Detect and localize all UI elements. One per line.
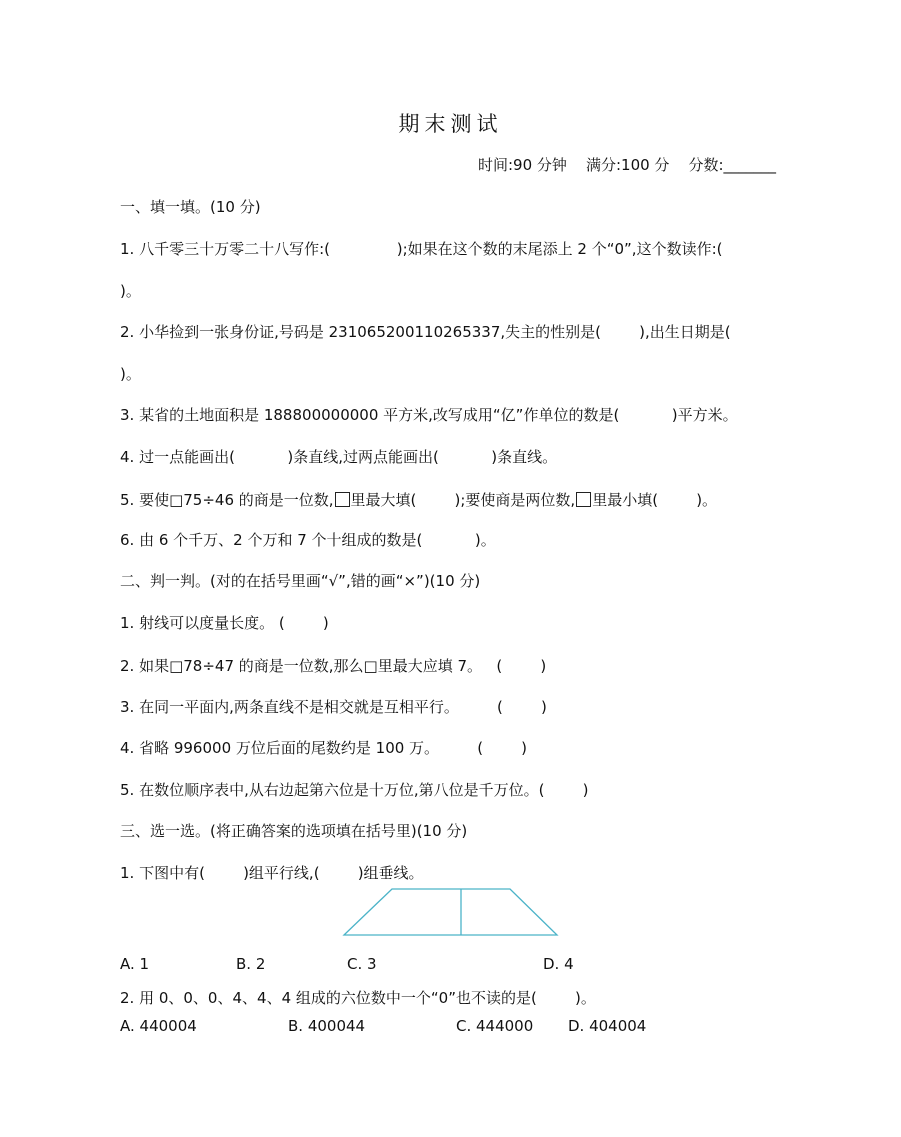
s3-q1-option-a: A. 1 [120,955,150,973]
s1-q1-line1: 1. 八千零三十万零二十八写作:( );如果在这个数的末尾添上 2 个“0”,这个数读作:( [120,240,723,258]
s2-item-1: 1. 射线可以度量长度。 ( ) [120,614,329,632]
s1-q5-part2: 里最大填( );要使商是两位数, [350,491,576,509]
s1-q5-part1: 5. 要使□75÷46 的商是一位数, [120,491,334,509]
trapezoid-outline [344,889,557,935]
s3-q2-option-d: D. 404004 [568,1017,647,1035]
s1-q6: 6. 由 6 个千万、2 个万和 7 个十组成的数是( )。 [120,531,496,549]
s2-item-3: 3. 在同一平面内,两条直线不是相交就是互相平行。 ( ) [120,698,547,716]
trapezoid-figure [340,886,562,938]
s3-q2-option-c: C. 444000 [456,1017,534,1035]
s1-q4: 4. 过一点能画出( )条直线,过两点能画出( )条直线。 [120,448,558,466]
blank-square-icon [335,492,350,507]
s3-q2-text: 2. 用 0、0、0、4、4、4 组成的六位数中一个“0”也不读的是( )。 [120,989,596,1007]
s1-q2-line2: )。 [120,365,141,383]
s3-q1-option-c: C. 3 [347,955,377,973]
section3-heading: 三、选一选。(将正确答案的选项填在括号里)(10 分) [120,822,468,840]
section2-heading: 二、判一判。(对的在括号里画“√”,错的画“×”)(10 分) [120,572,481,590]
s2-item-4: 4. 省略 996000 万位后面的尾数约是 100 万。 ( ) [120,739,528,757]
s3-q1-option-b: B. 2 [236,955,266,973]
exam-title: 期末测试 [398,112,503,136]
s3-q1-option-d: D. 4 [543,955,574,973]
s3-q1-text: 1. 下图中有( )组平行线,( )组垂线。 [120,864,424,882]
s3-q2-option-a: A. 440004 [120,1017,197,1035]
exam-meta: 时间:90 分钟 满分:100 分 分数:_______ [478,156,777,174]
s1-q3: 3. 某省的土地面积是 188800000000 平方米,改写成用“亿”作单位的数是( )平方米。 [120,406,738,424]
section1-heading: 一、填一填。(10 分) [120,198,261,216]
s1-q5-part3: 里最小填( )。 [592,491,718,509]
s2-item-5: 5. 在数位顺序表中,从右边起第六位是十万位,第八位是千万位。( ) [120,781,589,799]
s1-q2-line1: 2. 小华捡到一张身份证,号码是 231065200110265337,失主的性别是( ),出生日期是( [120,323,731,341]
s1-q5 [120,489,717,510]
blank-square-icon [576,492,591,507]
s3-q2-option-b: B. 400044 [288,1017,366,1035]
s1-q1-line2: )。 [120,282,141,300]
s2-item-2: 2. 如果□78÷47 的商是一位数,那么□里最大应填 7。 ( ) [120,657,547,675]
